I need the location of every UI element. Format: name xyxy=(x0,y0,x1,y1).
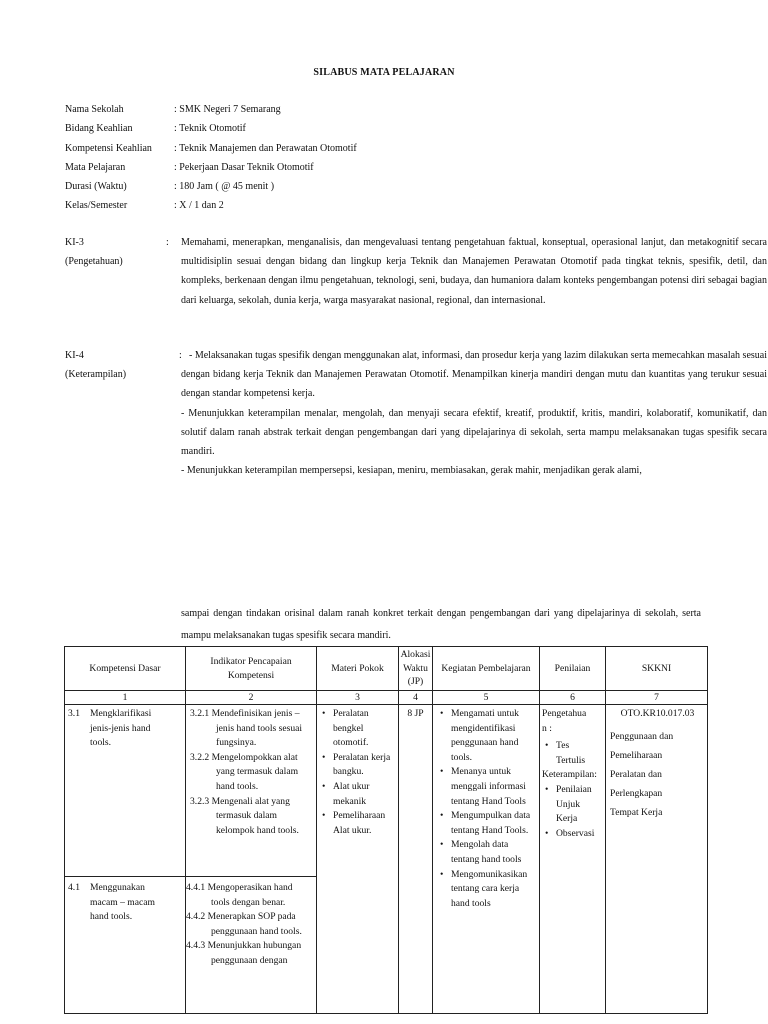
indikator-item: 3.2.3 Mengenali alat yang termasuk dalam kelompok hand tools. xyxy=(190,795,299,836)
list-item: • Mengolah data tentang hand tools xyxy=(451,838,535,867)
skkni-title xyxy=(610,727,705,822)
kd-number: 3.1 xyxy=(68,708,80,719)
skkni-cell xyxy=(606,705,708,1014)
skkni-code: OTO.KR10.017.03 xyxy=(620,708,695,719)
info-value: : Teknik Otomotif xyxy=(174,123,246,135)
skkni-line: Peralatan dan xyxy=(610,768,662,780)
ki3-label: KI-3 (Pengetahuan) xyxy=(65,237,123,268)
list-item: • Alat ukur mekanik xyxy=(333,780,394,809)
skkni-line: Pemeliharaan xyxy=(610,749,663,761)
list-item: • Peralatan kerja bangku. xyxy=(333,751,394,780)
info-row-class xyxy=(65,196,357,215)
info-value: : X / 1 dan 2 xyxy=(174,200,224,212)
syllabus-table xyxy=(64,646,708,1014)
header-kompetensi-dasar: Kompetensi Dasar xyxy=(65,647,186,691)
ki3-colon: : xyxy=(166,237,169,248)
column-number: 6 xyxy=(540,691,606,705)
list-item: • Penilaian Unjuk Kerja xyxy=(556,783,596,827)
ki4-continuation: sampai dengan tindakan orisinal dalam ranah konkret terkait dengan pengembangan dari yang dipelajarinya di sekolah, serta mampu melaksanakan tugas spesifik secara mandiri. xyxy=(181,608,701,641)
kegiatan-cell xyxy=(433,705,540,1014)
list-item: • Mengomunikasikan tentang cara kerja hand tools xyxy=(451,868,535,912)
list-item: • Observasi xyxy=(556,827,596,842)
info-row-competency xyxy=(65,139,357,158)
identity-block xyxy=(65,100,357,216)
header-materi: Materi Pokok xyxy=(317,647,399,691)
list-item: • Pemeliharaan Alat ukur. xyxy=(333,809,394,838)
ki4-paragraph-1: - Melaksanakan tugas spesifik dengan menggunakan alat, informasi, dan prosedur kerja yang lazim dilakukan serta memecahkan masalah sesuai dengan bidang kerja Teknik dan Manajemen Perawatan Otomotif. Menampilkan kinerja mandiri dengan mutu dan kuantitas yang terukur sesuai dengan standar kompetensi kerja. xyxy=(181,350,767,400)
info-value: : SMK Negeri 7 Semarang xyxy=(174,104,281,115)
ki3-paragraph: Memahami, menerapkan, menganalisis, dan mengevaluasi tentang pengetahuan faktual, konseptual, operasional lanjut, dan metakognitif secara multidisiplin sesuai dengan bidang dan lingkup kerja Teknik dan Manajemen Perawatan Otomotif pada tingkat teknis, spesifik, detil, dan kompleks, berkenaan dengan ilmu pengetahuan, teknologi, seni, budaya, dan humaniora dalam konteks pengembangan potensi diri sebagai bagian dari keluarga, sekolah, dunia kerja, warga masyarakat nasional, regional, dan internasional. xyxy=(181,237,767,306)
indikator-cell xyxy=(186,877,317,1014)
skkni-line: Perlengkapan xyxy=(610,787,663,799)
skkni-line: Tempat Kerja xyxy=(610,806,663,818)
info-label: Kompetensi Keahlian xyxy=(65,142,152,154)
materi-cell xyxy=(317,705,399,1014)
ki4-paragraph-2: - Menunjukkan keterampilan menalar, mengolah, dan menyaji secara efektif, kreatif, produktif, kritis, mandiri, kolaboratif, komunikatif, dan solutif dalam ranah abstrak terkait dengan pengembangan dari yang dipelajarinya di sekolah, serta mampu melaksanakan tugas spesifik secara mandiri. xyxy=(181,407,767,458)
alokasi-cell: 8 JP xyxy=(399,705,433,1014)
materi-list xyxy=(317,707,394,838)
indikator-item: 4.4.2 Menerapkan SOP pada penggunaan hand tools. xyxy=(186,911,302,937)
column-number: 1 xyxy=(65,691,186,705)
info-value: : 180 Jam ( @ 45 menit ) xyxy=(174,181,275,193)
indikator-item: 3.2.1 Mendefinisikan jenis – jenis hand tools sesuai fungsinya. xyxy=(190,708,303,749)
skkni-line: Penggunaan dan xyxy=(610,730,674,742)
info-label: Durasi (Waktu) xyxy=(65,181,127,193)
list-item: • Peralatan bengkel otomotif. xyxy=(333,707,394,751)
header-kegiatan: Kegiatan Pembelajaran xyxy=(433,647,540,691)
header-indikator: Indikator Pencapaian Kompetensi xyxy=(186,647,317,691)
table-header-row xyxy=(65,647,708,691)
info-row-school xyxy=(65,100,357,119)
kd-number: 4.1 xyxy=(68,882,80,893)
info-value: : Teknik Manajemen dan Perawatan Otomotif xyxy=(174,142,357,154)
kegiatan-list xyxy=(433,707,535,911)
info-row-duration xyxy=(65,177,357,196)
penilaian-pengetahuan: Pengetahuan : xyxy=(542,708,587,734)
list-item: • Mengumpulkan data tentang Hand Tools. xyxy=(451,809,535,838)
header-skkni: SKKNI xyxy=(606,647,708,691)
list-item: • Menanya untuk menggali informasi tentang Hand Tools xyxy=(451,765,535,809)
indikator-item: 3.2.2 Mengelompokkan alat yang termasuk dalam hand tools. xyxy=(190,751,299,792)
kd-item xyxy=(68,707,183,751)
indikator-cell xyxy=(186,705,317,877)
column-number: 4 xyxy=(399,691,433,705)
penilaian-list xyxy=(542,739,594,768)
kd-text: Mengklarifikasi jenis-jenis hand tools. xyxy=(90,708,152,749)
table-number-row xyxy=(65,691,708,705)
page-title: SILABUS MATA PELAJARAN xyxy=(313,67,455,78)
info-row-subject xyxy=(65,158,357,177)
kd-text: Menggunakan macam – macam hand tools. xyxy=(90,882,155,923)
ki3-text xyxy=(181,233,767,310)
ki4-label: KI-4 (Keterampilan) xyxy=(65,350,127,381)
list-item: • Mengamati untuk mengidentifikasi penggunaan hand tools. xyxy=(451,707,535,765)
info-value: : Pekerjaan Dasar Teknik Otomotif xyxy=(174,161,314,173)
info-row-field xyxy=(65,119,357,138)
ki4-text xyxy=(181,346,767,480)
info-label: Bidang Keahlian xyxy=(65,123,133,135)
info-label: Nama Sekolah xyxy=(65,104,124,115)
info-label: Mata Pelajaran xyxy=(65,161,126,173)
penilaian-cell xyxy=(540,705,606,1014)
column-number: 5 xyxy=(433,691,540,705)
indikator-item: 4.4.3 Menunjukkan hubungan penggunaan dengan xyxy=(186,940,302,966)
column-number: 2 xyxy=(186,691,317,705)
kd-cell xyxy=(65,877,186,1014)
ki4-paragraph-3: - Menunjukkan keterampilan mempersepsi, kesiapan, meniru, membiasakan, gerak mahir, menjadikan gerak alami, xyxy=(181,465,642,477)
column-number: 3 xyxy=(317,691,399,705)
header-alokasi: Alokasi Waktu (JP) xyxy=(399,647,433,691)
list-item: • Tes Tertulis xyxy=(556,739,594,768)
kd-cell xyxy=(65,705,186,877)
column-number: 7 xyxy=(606,691,708,705)
table-row xyxy=(65,705,708,877)
penilaian-list xyxy=(542,783,596,841)
kd-item xyxy=(68,881,183,925)
info-label: Kelas/Semester xyxy=(65,200,128,212)
penilaian-keterampilan: Keterampilan: xyxy=(542,769,597,781)
header-penilaian: Penilaian xyxy=(540,647,606,691)
ki4-colon: : xyxy=(179,350,182,361)
indikator-item: 4.4.1 Mengoperasikan hand tools dengan benar. xyxy=(186,882,293,908)
